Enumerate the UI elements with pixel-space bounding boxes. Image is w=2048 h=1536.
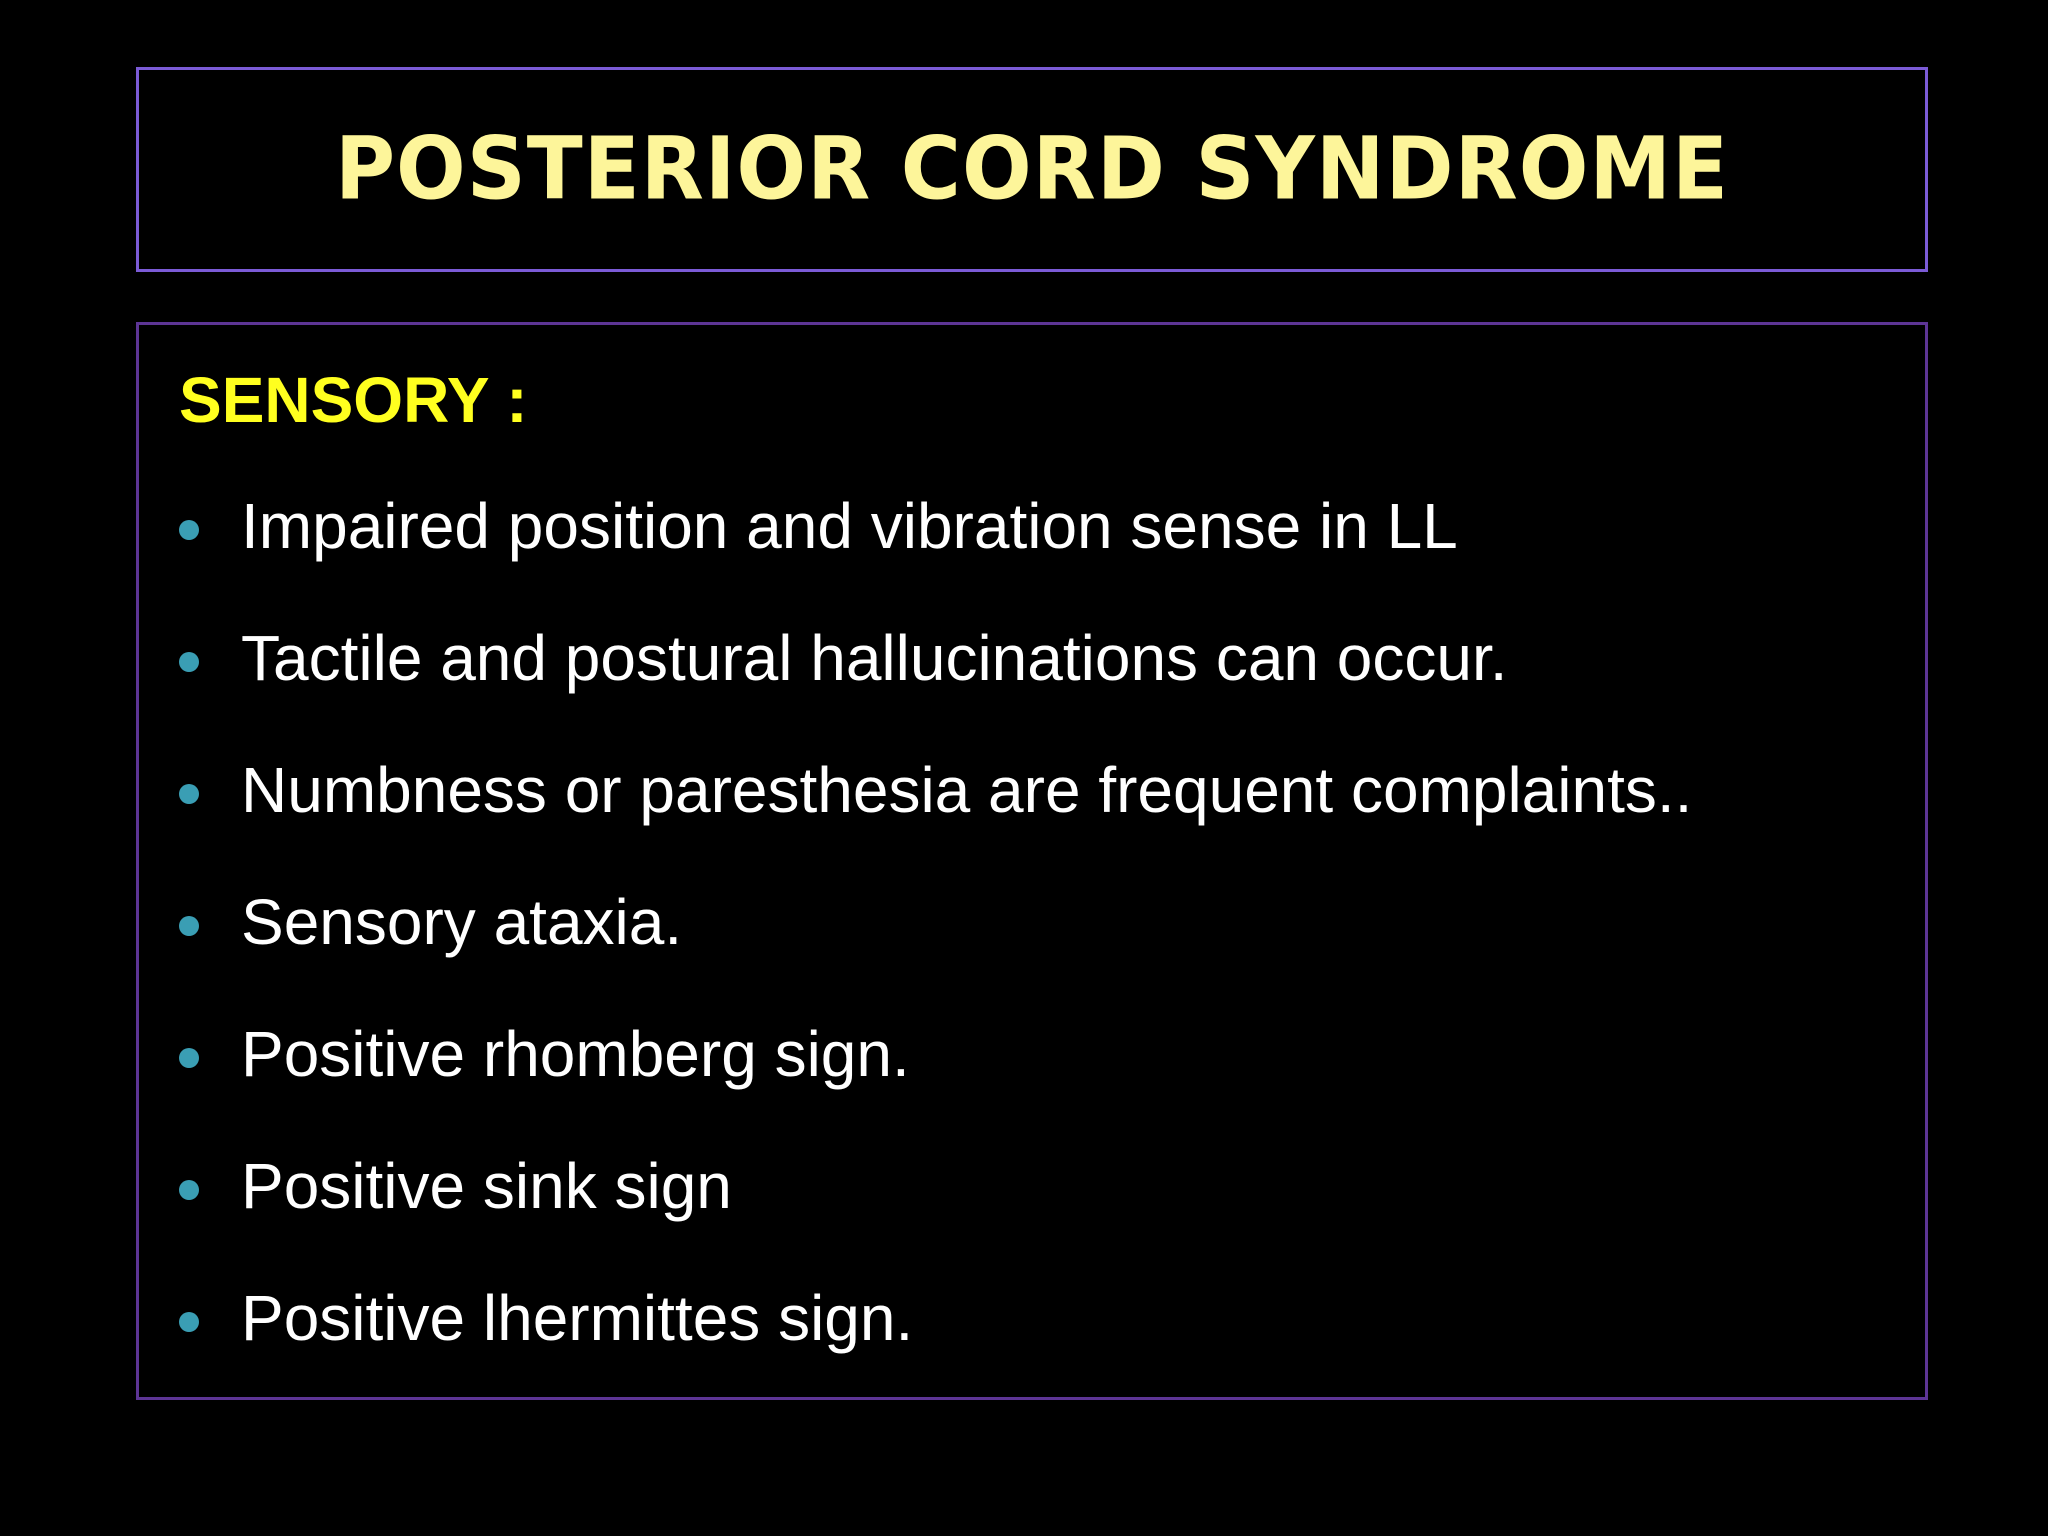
slide-title: POSTERIOR CORD SYNDROME	[334, 119, 1730, 220]
bullet-dot-icon	[179, 520, 199, 540]
section-heading: SENSORY :	[179, 364, 528, 436]
bullet-dot-icon	[179, 1312, 199, 1332]
bullet-dot-icon	[179, 1048, 199, 1068]
bullet-text: Impaired position and vibration sense in LL	[241, 490, 1458, 562]
bullet-item	[179, 1018, 1692, 1150]
bullet-item	[179, 886, 1692, 1018]
bullet-item	[179, 754, 1692, 886]
bullet-dot-icon	[179, 916, 199, 936]
bullet-text: Tactile and postural hallucinations can occur.	[241, 622, 1508, 694]
bullet-text: Sensory ataxia.	[241, 886, 683, 958]
bullet-text: Numbness or paresthesia are frequent complaints..	[241, 754, 1693, 826]
bullet-list	[179, 490, 1692, 1414]
title-box	[136, 67, 1928, 272]
bullet-dot-icon	[179, 652, 199, 672]
bullet-dot-icon	[179, 1180, 199, 1200]
bullet-text: Positive rhomberg sign.	[241, 1018, 910, 1090]
bullet-text: Positive lhermittes sign.	[241, 1282, 914, 1354]
bullet-text: Positive sink sign	[241, 1150, 732, 1222]
bullet-item	[179, 622, 1692, 754]
bullet-item	[179, 490, 1692, 622]
bullet-dot-icon	[179, 784, 199, 804]
bullet-item	[179, 1282, 1692, 1414]
content-box	[136, 322, 1928, 1400]
bullet-item	[179, 1150, 1692, 1282]
